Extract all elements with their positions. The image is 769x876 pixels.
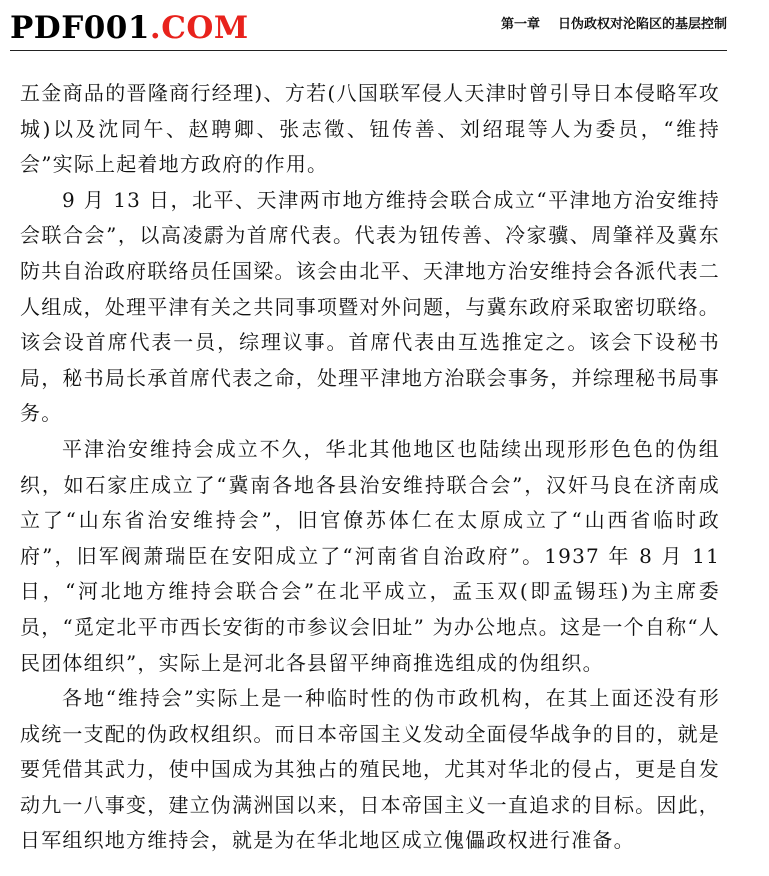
paragraph: 9 月 13 日，北平、天津两市地方维持会联合成立“平津地方治安维持会联合会”，以高凌霨为首席代表。代表为钮传善、冷家骥、周肇祥及冀东防共自治政府联络员任国梁。该会由北平、天津地方治安维持会各派代表二人组成，处理平津有关之共同事项暨对外问题，与冀东政府采取密切联络。该会设首席代表一员，综理议事。首席代表由互选推定之。该会下设秘书局，秘书局长承首席代表之命，处理平津地方治联会事务，并综理秘书局事务。 (20, 187, 720, 426)
body-text (20, 76, 720, 859)
logo-main-text: PDF001 (10, 10, 150, 46)
header-divider (10, 50, 727, 51)
paragraph: 各地“维持会”实际上是一种临时性的伪市政机构，在其上面还没有形成统一支配的伪政权组织。而日本帝国主义发动全面侵华战争的目的，就是要凭借其武力，使中国成为其独占的殖民地，尤其对华北的侵占，更是自发动九一八事变，建立伪满洲国以来，日本帝国主义一直追求的目标。因此，日军组织地方维持会，就是为在华北地区成立傀儡政权进行准备。 (20, 686, 720, 853)
chapter-number: 第一章 (500, 17, 540, 32)
site-logo (10, 10, 249, 46)
logo-domain-suffix: .COM (149, 10, 249, 46)
paragraph: 平津治安维持会成立不久，华北其他地区也陆续出现形形色色的伪组织，如石家庄成立了“冀南各地各县治安维持联合会”，汉奸马良在济南成立了“山东省治安维持会”，旧官僚苏体仁在太原成立了“山西省临时政府”，旧军阀萧瑞臣在安阳成立了“河南省自治政府”。1937 年 8 月 11 日，“河北地方维持会联合会”在北平成立，孟玉双(即孟锡珏)为主席委员，“觅定北平市西长安街的市参议会旧址” 为办公地点。这是一个自称“人民团体组织”，实际上是河北各县留平绅商推选组成的伪组织。 (20, 436, 720, 675)
chapter-title: 日伪政权对沦陷区的基层控制 (557, 17, 727, 32)
running-header (501, 16, 727, 34)
paragraph-continuation: 五金商品的晋隆商行经理)、方若(八国联军侵人天津时曾引导日本侵略军攻城)以及沈同午、赵聘卿、张志徵、钮传善、刘绍琨等人为委员，“维持会”实际上起着地方政府的作用。 (20, 81, 720, 177)
page-header (0, 0, 769, 52)
